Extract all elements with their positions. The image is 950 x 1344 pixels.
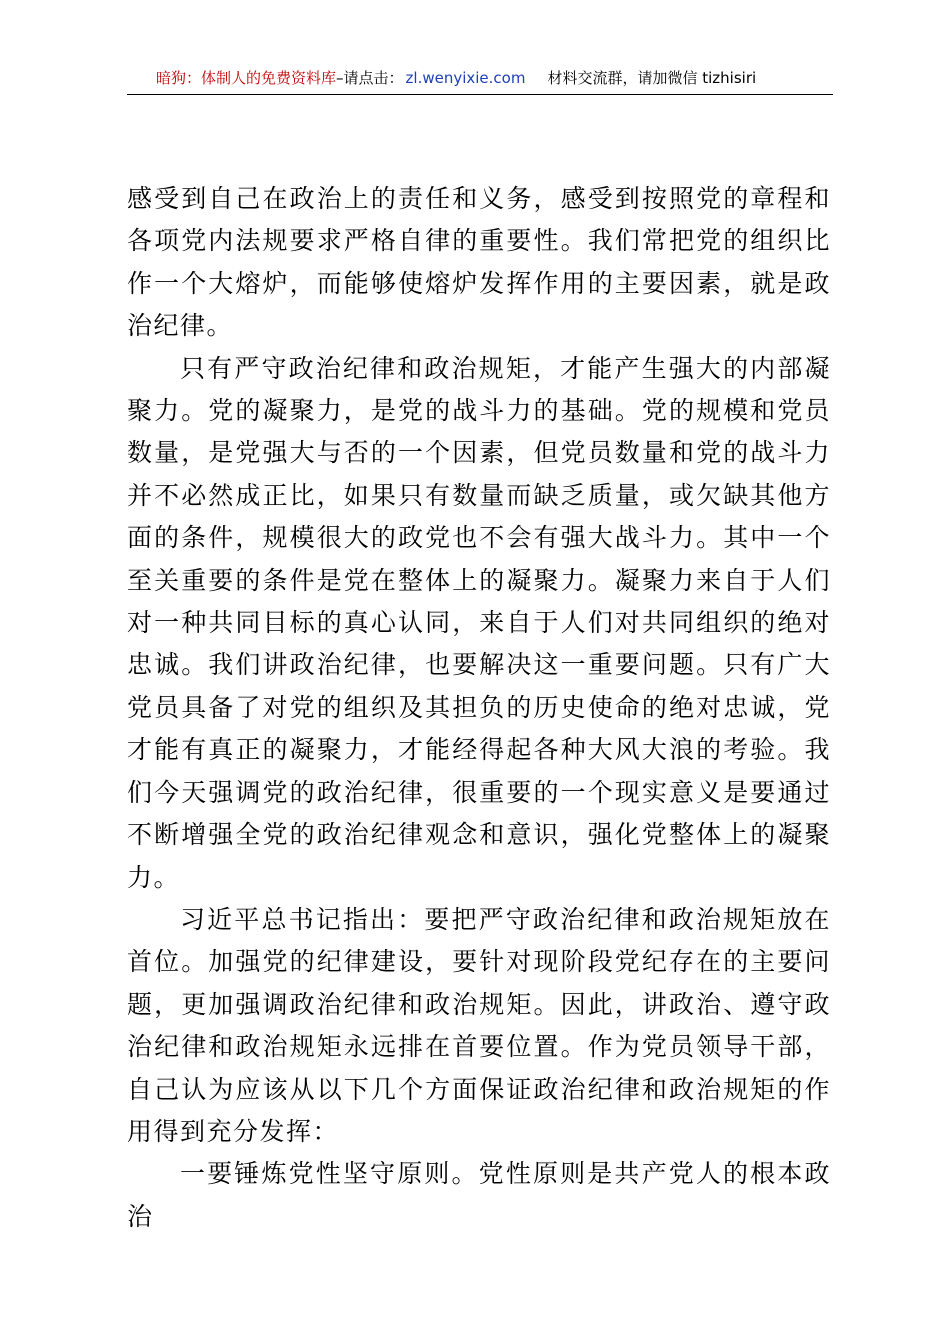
document-body bbox=[127, 178, 831, 1238]
header-link[interactable]: zl.wenyixie.com bbox=[405, 69, 526, 87]
page-header bbox=[127, 68, 833, 95]
paragraph-xi-instruction: 习近平总书记指出：要把严守政治纪律和政治规矩放在首位。加强党的纪律建设，要针对现阶段党纪存在的主要问题，更加强调政治纪律和政治规矩。因此，讲政治、遵守政治纪律和政治规矩永远排在首要位置。作为党员领导干部，自己认为应该从以下几个方面保证政治纪律和政治规矩的作用得到充分发挥： bbox=[127, 904, 831, 1146]
header-brand: 暗狗：体制人的免费资料库 bbox=[156, 69, 337, 87]
header-note: 材料交流群，请加微信 tizhisiri bbox=[547, 69, 757, 87]
paragraph-party-spirit: 一要锤炼党性坚守原则。党性原则是共产党人的根本政治 bbox=[127, 1159, 831, 1231]
header-click-prompt: –请点击： bbox=[336, 69, 404, 87]
paragraph-cohesion: 只有严守政治纪律和政治规矩，才能产生强大的内部凝聚力。党的凝聚力，是党的战斗力的基础。党的规模和党员数量，是党强大与否的一个因素，但党员数量和党的战斗力并不必然成正比，如果只有数量而缺乏质量，或欠缺其他方面的条件，规模很大的政党也不会有强大战斗力。其中一个至关重要的条件是党在整体上的凝聚力。凝聚力来自于人们对一种共同目标的真心认同，来自于人们对共同组织的绝对忠诚。我们讲政治纪律，也要解决这一重要问题。只有广大党员具备了对党的组织及其担负的历史使命的绝对忠诚，党才能有真正的凝聚力，才能经得起各种大风大浪的考验。我们今天强调党的政治纪律，很重要的一个现实意义是要通过不断增强全党的政治纪律观念和意识，强化党整体上的凝聚力。 bbox=[127, 353, 831, 892]
paragraph-continuation: 感受到自己在政治上的责任和义务，感受到按照党的章程和各项党内法规要求严格自律的重要性。我们常把党的组织比作一个大熔炉，而能够使熔炉发挥作用的主要因素，就是政治纪律。 bbox=[127, 184, 831, 341]
